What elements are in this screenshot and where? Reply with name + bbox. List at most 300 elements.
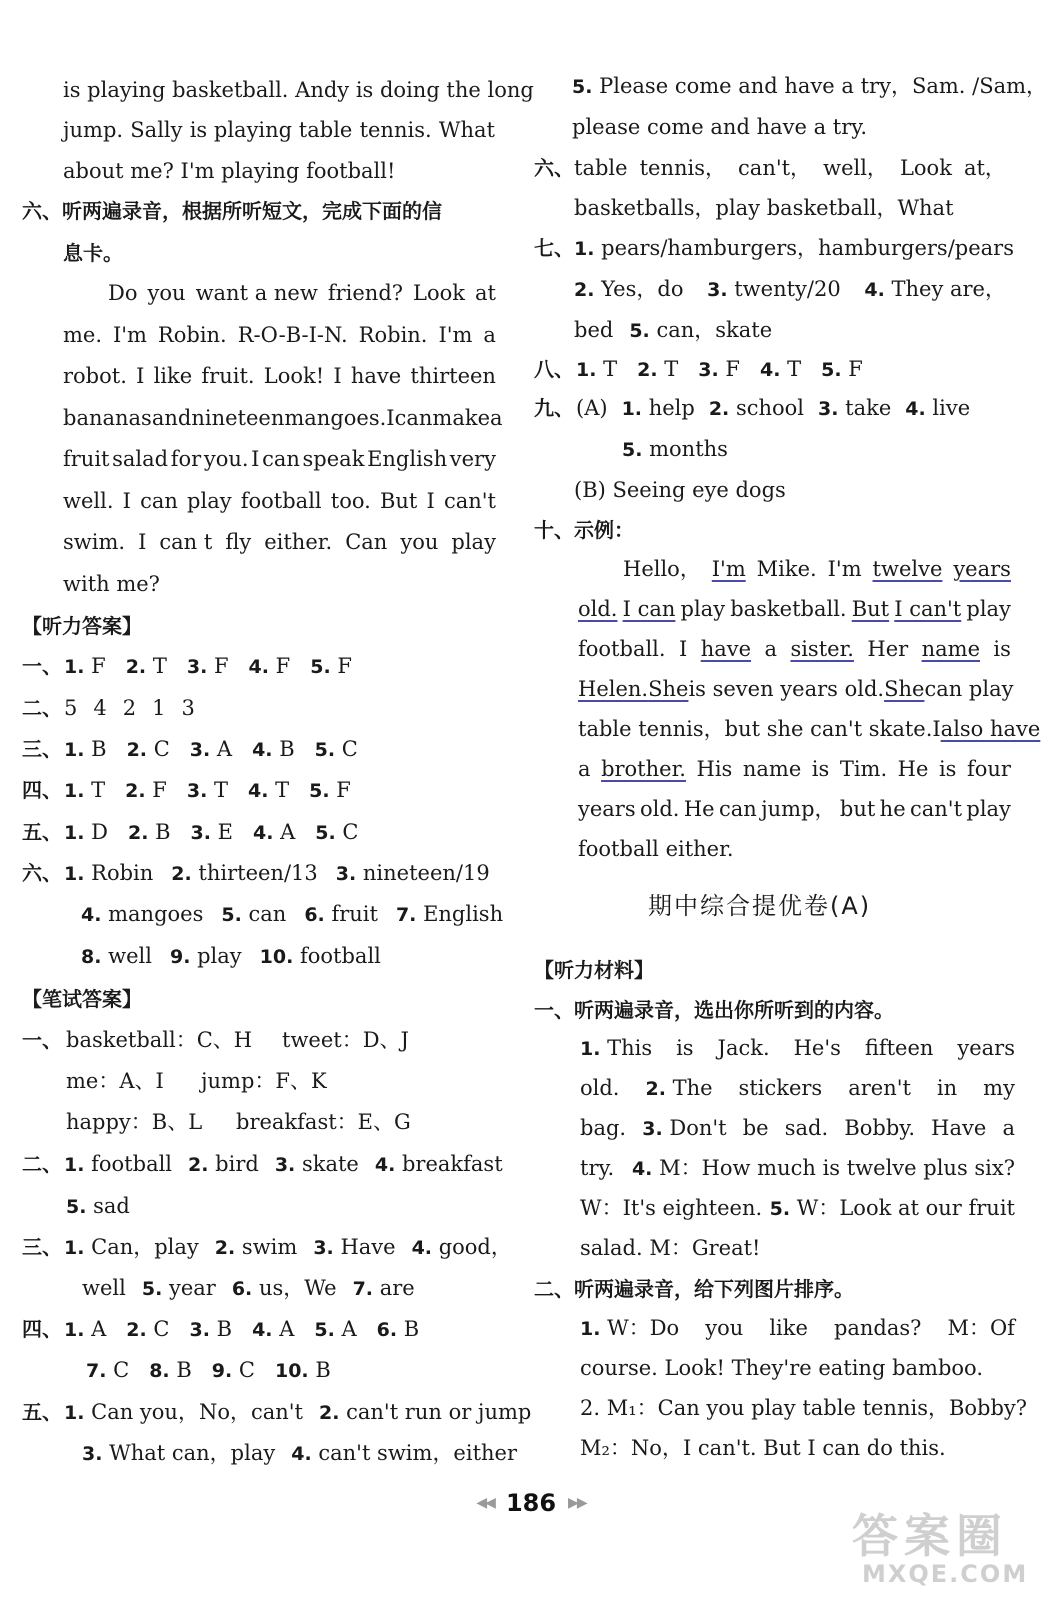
word: Look bbox=[899, 156, 952, 180]
word: four bbox=[966, 757, 1011, 781]
item-number: 4. bbox=[759, 359, 781, 381]
watermark-logo: 答案圈 bbox=[852, 1509, 1008, 1563]
answer-row bbox=[574, 316, 772, 345]
word: She bbox=[884, 677, 925, 701]
answer-item: my bbox=[983, 1076, 1015, 1100]
answer-item: 5. months bbox=[622, 437, 728, 461]
item-number: 1. bbox=[580, 1038, 601, 1060]
word: a bbox=[483, 323, 496, 347]
answer-item: 4. F bbox=[248, 654, 291, 678]
answer-item: 5. A bbox=[314, 1317, 357, 1341]
answer-item: in bbox=[936, 1076, 958, 1100]
item-number: 2. bbox=[708, 398, 730, 420]
answer-row bbox=[22, 818, 359, 847]
section-number: 三、 bbox=[22, 1235, 62, 1259]
item-number: 3. bbox=[186, 656, 208, 678]
answer-row bbox=[534, 234, 574, 262]
item-number: 3. bbox=[642, 1118, 663, 1140]
text-line: salad. M：Great! bbox=[580, 1236, 761, 1260]
text-line bbox=[580, 1034, 1015, 1063]
answer-item: 3. Have bbox=[313, 1235, 396, 1259]
section-number: 五、 bbox=[22, 820, 62, 844]
answer-item: 4 bbox=[93, 696, 107, 720]
text-line bbox=[63, 116, 495, 144]
item-number: 1. bbox=[574, 238, 595, 260]
word: basketball. bbox=[730, 597, 847, 621]
answer-item: 5. W：Look at our fruit bbox=[769, 1196, 1015, 1220]
answer-item: (A) bbox=[576, 396, 608, 420]
item-number: 1. bbox=[64, 1237, 85, 1259]
word: I bbox=[679, 637, 688, 661]
answer-item: 4. They are， bbox=[864, 277, 1006, 301]
word: too. bbox=[330, 489, 371, 513]
word: I'm bbox=[711, 557, 746, 581]
word: jump， bbox=[761, 797, 836, 821]
item-number: 5. bbox=[314, 1319, 335, 1341]
answer-item: 7. English bbox=[395, 902, 504, 926]
answer-item: a bbox=[1002, 1116, 1015, 1140]
answer-row bbox=[22, 694, 195, 722]
section-number: 六、 bbox=[22, 861, 62, 885]
word: But bbox=[379, 489, 418, 513]
word: I can bbox=[622, 597, 676, 621]
answer-item: Jack. bbox=[717, 1036, 770, 1060]
word: old. bbox=[578, 597, 618, 621]
word: years bbox=[578, 797, 636, 821]
section-number: 六、 bbox=[22, 199, 62, 223]
answer-item: 3. T bbox=[186, 778, 228, 802]
answer-item: 3. take bbox=[818, 396, 892, 420]
answer-row bbox=[22, 652, 352, 681]
item-number: 2. bbox=[127, 822, 149, 844]
word: I bbox=[932, 717, 941, 741]
word: a bbox=[490, 406, 503, 430]
word: table tennis，but she can't skate. bbox=[578, 717, 933, 741]
word: old. bbox=[640, 797, 680, 821]
answer-row: basketballs，play basketball，What bbox=[574, 196, 954, 220]
answer-item: 6. B bbox=[376, 1317, 420, 1341]
essay-line bbox=[578, 755, 1011, 783]
answer-item: 4. can't swim，either bbox=[291, 1441, 518, 1465]
answer-item: 4. live bbox=[905, 396, 971, 420]
essay-line: football either. bbox=[578, 837, 734, 861]
item-number: 4. bbox=[374, 1154, 396, 1176]
answer-item: 10. football bbox=[259, 944, 381, 968]
answer-item: basketball：C、H bbox=[66, 1028, 253, 1052]
item-number: 9. bbox=[169, 946, 191, 968]
item-number: 3. bbox=[335, 863, 357, 885]
answer-row bbox=[22, 735, 358, 764]
word: but bbox=[839, 797, 876, 821]
item-number: 9. bbox=[211, 1360, 233, 1382]
answer-item: like bbox=[769, 1316, 808, 1340]
word: you bbox=[147, 281, 186, 305]
answer-row bbox=[63, 900, 503, 929]
answer-row bbox=[66, 1274, 415, 1303]
item-number: 5. bbox=[309, 780, 330, 802]
word: is bbox=[993, 637, 1011, 661]
word: play bbox=[966, 597, 1011, 621]
answer-item: well bbox=[82, 1276, 126, 1300]
word: very bbox=[449, 447, 496, 471]
answer-item: 1. B bbox=[64, 737, 107, 761]
answer-item: 3. A bbox=[189, 737, 233, 761]
section-number: 一、 bbox=[22, 654, 62, 678]
text-line bbox=[63, 362, 496, 390]
word: can bbox=[262, 447, 300, 471]
answer-item: 5. year bbox=[141, 1276, 216, 1300]
text-line bbox=[108, 279, 496, 307]
word: play bbox=[680, 597, 726, 621]
word: Look! bbox=[263, 364, 325, 388]
answer-item: 2. F bbox=[125, 778, 167, 802]
item-number: 5. bbox=[66, 1196, 87, 1218]
item-number: 3. bbox=[818, 398, 839, 420]
item-number: 5. bbox=[315, 822, 336, 844]
answer-item: 3. F bbox=[186, 654, 229, 678]
text-line: about me? I'm playing football! bbox=[63, 159, 396, 183]
word: can bbox=[718, 797, 757, 821]
word: She bbox=[648, 677, 689, 701]
word: at bbox=[475, 281, 496, 305]
item-number: 1. bbox=[64, 822, 85, 844]
answer-item: years bbox=[957, 1036, 1015, 1060]
word: is playing table bbox=[189, 118, 353, 142]
answer-item: 1. T bbox=[576, 357, 618, 381]
answer-row bbox=[574, 234, 1014, 263]
answer-item: 3. B bbox=[189, 1317, 233, 1341]
answer-item: He's bbox=[793, 1036, 841, 1060]
next-page-icon: ▶▶ bbox=[568, 1495, 586, 1511]
text-line bbox=[580, 1074, 1015, 1103]
section-number: 二、 bbox=[22, 1152, 62, 1176]
word: a bbox=[764, 637, 778, 661]
answer-item: 5. can bbox=[221, 902, 287, 926]
section-title: 听两遍录音，根据所听短文，完成下面的信 bbox=[62, 199, 442, 223]
answer-item: 9. C bbox=[211, 1358, 255, 1382]
answer-row bbox=[534, 154, 574, 182]
section-number: 八、 bbox=[534, 357, 574, 381]
word: me. bbox=[63, 323, 103, 347]
answer-item: 7. C bbox=[86, 1358, 130, 1382]
answer-item: 6. us，We bbox=[231, 1276, 337, 1300]
item-number: 1. bbox=[580, 1318, 601, 1340]
word: can't bbox=[909, 797, 963, 821]
item-number: 6. bbox=[376, 1319, 398, 1341]
answer-item: 6. fruit bbox=[304, 902, 378, 926]
essay-line bbox=[578, 795, 1011, 823]
item-number: 1. bbox=[64, 780, 85, 802]
answer-item: 2. swim bbox=[214, 1235, 298, 1259]
word: He bbox=[897, 757, 929, 781]
section-number: 九、 bbox=[534, 396, 574, 420]
item-number: 5. bbox=[821, 359, 842, 381]
answer-item: 1. football bbox=[64, 1152, 173, 1176]
word: can't， bbox=[738, 156, 812, 180]
item-number: 2. bbox=[125, 780, 146, 802]
answer-item: 5. sad bbox=[66, 1194, 130, 1218]
item-number: 4. bbox=[905, 398, 926, 420]
word: Hello， bbox=[623, 557, 701, 581]
answer-item: try. bbox=[580, 1156, 615, 1180]
answer-item: 2. can't run or jump bbox=[318, 1400, 532, 1424]
text-line bbox=[580, 1114, 1015, 1143]
item-number: 1. bbox=[64, 1402, 85, 1424]
word: for bbox=[170, 447, 202, 471]
answer-item: 3. nineteen/19 bbox=[335, 861, 490, 885]
text-line bbox=[580, 1154, 1015, 1183]
item-number: 5. bbox=[141, 1278, 163, 1300]
text-line bbox=[63, 528, 496, 556]
item-number: 3. bbox=[707, 279, 728, 301]
answer-item: 5. F bbox=[821, 357, 863, 381]
answer-item: 1. help bbox=[621, 396, 695, 420]
word: R-O-B-I-N. bbox=[237, 323, 348, 347]
item-number: 4. bbox=[252, 1319, 273, 1341]
word: Tim. bbox=[839, 757, 888, 781]
answer-item: 3 bbox=[181, 696, 195, 720]
word: is bbox=[938, 757, 957, 781]
answer-item: 1. A bbox=[64, 1317, 107, 1341]
word: play bbox=[451, 530, 496, 554]
text-line bbox=[63, 321, 496, 349]
word: can t bbox=[159, 530, 213, 554]
essay-line bbox=[578, 715, 1041, 743]
item-number: 10. bbox=[274, 1360, 309, 1382]
word: Helen. bbox=[578, 677, 649, 701]
answer-item: 3. skate bbox=[274, 1152, 359, 1176]
answer-item: 1. W：Do bbox=[580, 1316, 680, 1340]
word: play bbox=[187, 489, 232, 513]
item-number: 5. bbox=[629, 320, 650, 342]
text-line bbox=[63, 404, 503, 432]
item-number: 2. bbox=[645, 1078, 666, 1100]
item-number: 3. bbox=[186, 780, 208, 802]
section-heading bbox=[534, 516, 634, 544]
answer-item: 9. play bbox=[169, 944, 242, 968]
word: well， bbox=[823, 156, 888, 180]
item-number: 1. bbox=[576, 359, 597, 381]
midterm-title: 期中综合提优卷(A) bbox=[648, 892, 872, 920]
word: What bbox=[438, 118, 495, 142]
item-number: 6. bbox=[231, 1278, 253, 1300]
answer-row: (B) Seeing eye dogs bbox=[574, 478, 786, 502]
answer-item: 1. This bbox=[580, 1036, 653, 1060]
answer-item: 1. T bbox=[64, 778, 106, 802]
answer-item: 1. Can，play bbox=[64, 1235, 199, 1259]
item-number: 2. bbox=[126, 1319, 147, 1341]
text-line bbox=[63, 487, 496, 515]
word: table bbox=[574, 156, 628, 180]
answer-item: sad. bbox=[784, 1116, 829, 1140]
item-number: 8. bbox=[149, 1360, 170, 1382]
listening-answers-heading: 【听力答案】 bbox=[22, 614, 142, 638]
answer-item: 7. are bbox=[352, 1276, 415, 1300]
word: fruit bbox=[63, 447, 110, 471]
answer-item: 2. The bbox=[645, 1076, 713, 1100]
word: I'm bbox=[438, 323, 473, 347]
word: a bbox=[578, 757, 591, 781]
item-number: 1. bbox=[64, 863, 85, 885]
item-number: 4. bbox=[81, 904, 102, 926]
word: fly bbox=[225, 530, 252, 554]
answer-item: 4. A bbox=[253, 820, 296, 844]
section-heading bbox=[534, 1275, 854, 1303]
word: twelve bbox=[872, 557, 943, 581]
answer-item: 5. F bbox=[309, 778, 351, 802]
word: friend? bbox=[327, 281, 404, 305]
word: football. bbox=[578, 637, 666, 661]
word: can't bbox=[443, 489, 496, 513]
answer-item: 2. B bbox=[127, 820, 171, 844]
item-number: 3. bbox=[189, 1319, 210, 1341]
word: name bbox=[742, 757, 802, 781]
answer-item: 2. Yes，do bbox=[574, 277, 684, 301]
answer-row bbox=[66, 1108, 411, 1136]
section-heading-cont: 息卡。 bbox=[63, 241, 123, 265]
item-number: 2. bbox=[318, 1402, 340, 1424]
word: Robin. bbox=[358, 323, 428, 347]
answer-item: 5. can，skate bbox=[629, 318, 773, 342]
answer-item: 1. Robin bbox=[64, 861, 154, 885]
word: want a new bbox=[195, 281, 318, 305]
word: mangoes. bbox=[284, 406, 387, 430]
answer-item: fifteen bbox=[864, 1036, 934, 1060]
answer-item: stickers bbox=[738, 1076, 823, 1100]
answer-item: 4. mangoes bbox=[81, 902, 204, 926]
answer-item: me：A、I bbox=[66, 1069, 164, 1093]
answer-item: 3. Don't bbox=[642, 1116, 727, 1140]
word: Her bbox=[867, 637, 909, 661]
word: I bbox=[426, 489, 435, 513]
answer-row bbox=[22, 859, 490, 888]
answer-item: 2. C bbox=[126, 737, 170, 761]
item-number: 2. bbox=[188, 1154, 209, 1176]
answer-item: 2 bbox=[122, 696, 137, 720]
answer-item: tweet：D、J bbox=[282, 1028, 409, 1052]
word: Can bbox=[345, 530, 388, 554]
item-number: 4. bbox=[252, 739, 273, 761]
word: sister. bbox=[790, 637, 854, 661]
word: fruit. bbox=[201, 364, 255, 388]
answer-row bbox=[22, 1233, 512, 1262]
answer-row bbox=[22, 776, 351, 805]
answer-item: 5 bbox=[64, 696, 78, 720]
answer-item: 3. F bbox=[698, 357, 740, 381]
text-line: 2. M₁：Can you play table tennis，Bobby? bbox=[580, 1396, 1028, 1420]
answer-item: 3. twenty/20 bbox=[707, 277, 841, 301]
item-number: 1. bbox=[64, 1319, 85, 1341]
page-number: 186 bbox=[505, 1489, 557, 1517]
essay-line bbox=[578, 675, 1014, 703]
answer-item: breakfast：E、G bbox=[236, 1110, 411, 1134]
answer-item: 1 bbox=[152, 696, 166, 720]
answer-row bbox=[622, 435, 728, 464]
item-number: 3. bbox=[82, 1443, 103, 1465]
word: I bbox=[251, 447, 260, 471]
word: I bbox=[138, 530, 147, 554]
word: brother. bbox=[601, 757, 686, 781]
answer-item: 4. A bbox=[252, 1317, 295, 1341]
answer-item: 1. Can you，No，can't bbox=[64, 1400, 303, 1424]
word: Robin. bbox=[157, 323, 227, 347]
answer-item: is bbox=[676, 1036, 694, 1060]
answer-item: 4. T bbox=[759, 357, 802, 381]
answer-item: 4. breakfast bbox=[374, 1152, 503, 1176]
section-number: 五、 bbox=[22, 1400, 62, 1424]
item-number: 5. bbox=[221, 904, 242, 926]
watermark bbox=[822, 1500, 1052, 1595]
answer-item: bag. bbox=[580, 1116, 627, 1140]
answer-row bbox=[22, 1398, 531, 1427]
word: thirteen bbox=[410, 364, 496, 388]
answer-item: 1. D bbox=[64, 820, 108, 844]
word: I bbox=[386, 406, 395, 430]
section-title: 示例： bbox=[574, 518, 634, 542]
word: you bbox=[400, 530, 439, 554]
answer-row bbox=[66, 1439, 517, 1468]
answer-row bbox=[534, 394, 970, 423]
section-number: 三、 bbox=[22, 737, 62, 761]
item-number: 7. bbox=[352, 1278, 374, 1300]
section-number: 十、 bbox=[534, 518, 574, 542]
word: tennis. bbox=[359, 118, 432, 142]
item-number: 1. bbox=[621, 398, 643, 420]
item-number: 5. bbox=[314, 739, 336, 761]
item-number: 2. bbox=[214, 1237, 236, 1259]
section-number: 二、 bbox=[22, 696, 62, 720]
answer-row bbox=[574, 275, 1006, 304]
answer-item: 5. C bbox=[314, 737, 358, 761]
answer-item: happy：B、L bbox=[66, 1110, 203, 1134]
word: he bbox=[879, 797, 906, 821]
answer-item: hamburgers/pears bbox=[818, 236, 1014, 260]
word: Mike. bbox=[756, 557, 817, 581]
word: I'm bbox=[827, 557, 862, 581]
answer-item: 2. C bbox=[126, 1317, 170, 1341]
essay-line bbox=[578, 595, 1011, 623]
answer-item: 3. What can，play bbox=[82, 1441, 276, 1465]
text-line: M₂：No，I can't. But I can do this. bbox=[580, 1436, 946, 1460]
answer-item: bed bbox=[574, 318, 614, 342]
word: His bbox=[696, 757, 733, 781]
word: bananas bbox=[63, 406, 152, 430]
answer-item: Have bbox=[931, 1116, 987, 1140]
item-number: 6. bbox=[304, 904, 325, 926]
item-number: 4. bbox=[253, 822, 274, 844]
word: I can't bbox=[894, 597, 962, 621]
text-line: is playing basketball. Andy is doing the long bbox=[63, 78, 534, 102]
answer-item: 5. F bbox=[310, 654, 352, 678]
word: jump. bbox=[63, 118, 124, 142]
answer-item: M：Of bbox=[947, 1316, 1015, 1340]
word: is bbox=[811, 757, 830, 781]
word: you. bbox=[203, 447, 249, 471]
answer-item: 4. M：How much is twelve plus six? bbox=[631, 1156, 1015, 1180]
answer-text: Please come and have a try，Sam. /Sam， bbox=[599, 74, 1048, 98]
answer-row bbox=[574, 154, 1006, 182]
word: name bbox=[921, 637, 980, 661]
word: Sally bbox=[130, 118, 183, 142]
section-number: 六、 bbox=[534, 156, 574, 180]
word: and bbox=[151, 406, 192, 430]
item-number: 3. bbox=[189, 739, 211, 761]
word: robot. bbox=[63, 364, 127, 388]
word: can bbox=[394, 406, 433, 430]
answer-row bbox=[66, 1192, 130, 1221]
text-line: please come and have a try. bbox=[572, 115, 868, 139]
section-number: 四、 bbox=[22, 1317, 62, 1341]
